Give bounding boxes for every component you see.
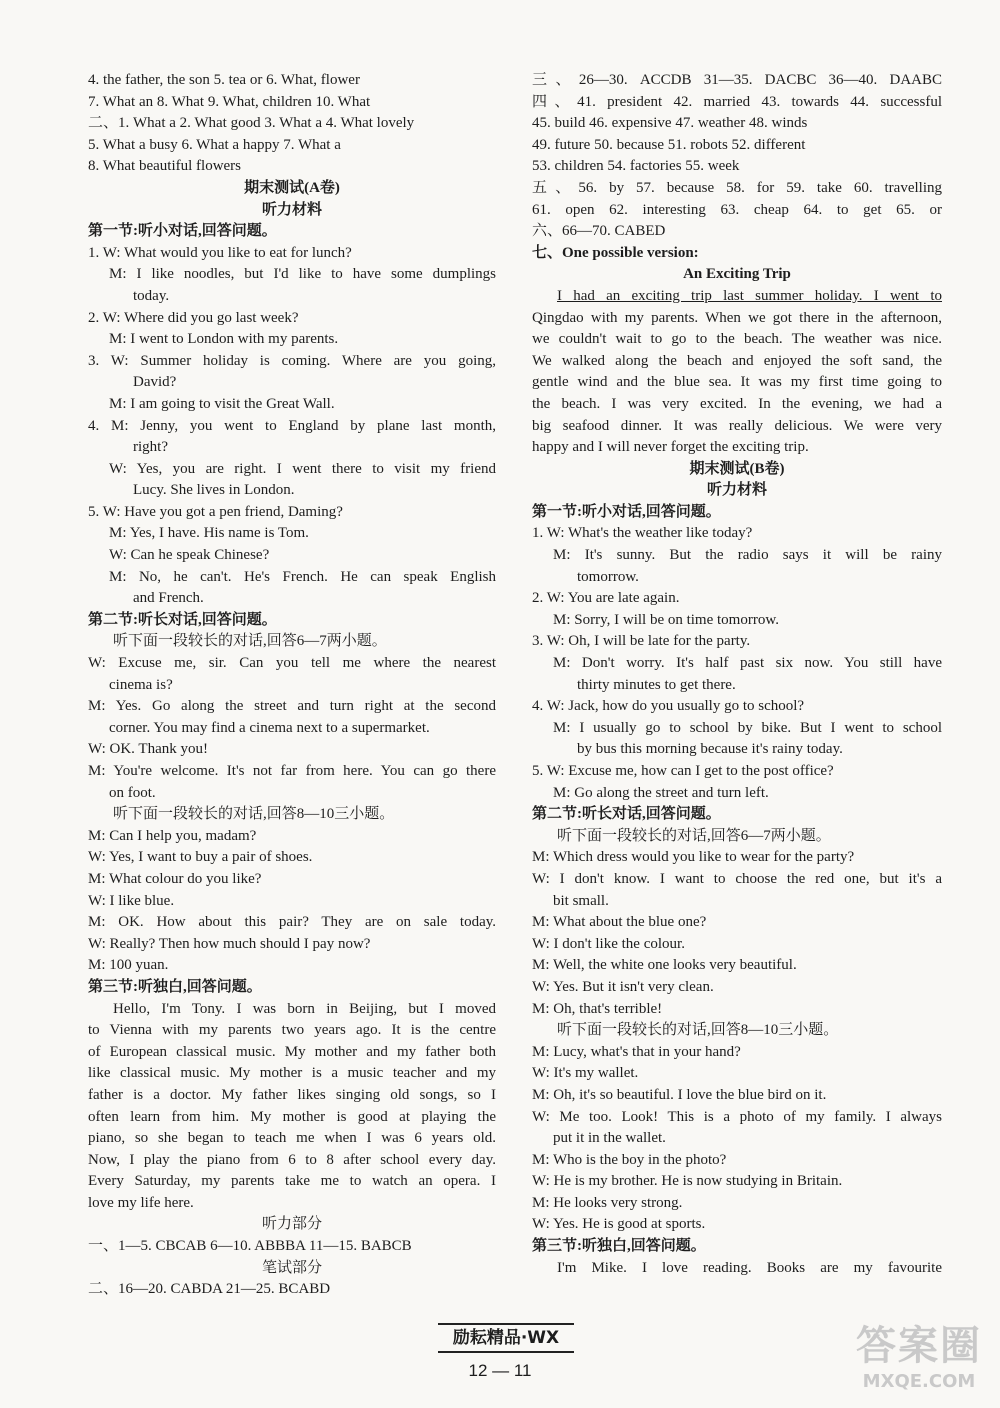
text-line: and French. [133,590,204,607]
text-line: 4. M: Jenny, you went to England by plane last month, [88,417,496,434]
text-line: 3. W: Oh, I will be late for the party. [532,633,751,650]
text-line: M: Don't worry. It's half past six now. You still have [553,655,942,672]
watermark-url: MXQE.COM [862,1371,976,1392]
text-line: 5. W: Excuse me, how can I get to the post office? [532,763,834,779]
text-line: I'm Mike. I love reading. Books are my favourite [557,1259,942,1276]
text-line: to Vienna with my parents two years ago. It is the centre [88,1022,496,1039]
text-line: put it in the wallet. [553,1130,666,1147]
text-line: Now, I play the piano from 6 to 8 after school every day. [88,1151,496,1168]
text-line: M: I usually go to school by bike. But I went to school [553,719,942,736]
text-line: 六、66—70. CABED [532,223,666,240]
text-line: 49. future 50. because 51. robots 52. different [532,136,806,153]
text-line: 听下面一段较长的对话,回答8—10三小题。 [113,806,395,823]
text-line: 7. What an 8. What 9. What, children 10. What [88,93,371,110]
left-column [88,70,496,1301]
text-line: 5. W: Have you got a pen friend, Daming? [88,503,343,520]
text-line: W: Me too. Look! This is a photo of my family. I always [532,1108,942,1125]
text-line: 2. W: You are late again. [532,590,680,607]
text-line: 2. W: Where did you go last week? [88,309,299,326]
text-line: father is a doctor. My father likes singing old songs, so I [88,1086,496,1103]
text-line: thirty minutes to get there. [577,676,736,693]
text-line: today. [133,287,170,304]
text-line: W: Can he speak Chinese? [109,547,270,564]
text-line: corner. You may find a cinema next to a supermarket. [109,719,430,736]
text-line: M: I am going to visit the Great Wall. [109,395,335,412]
text-line: M: What about the blue one? [532,914,707,931]
text-line: tomorrow. [577,568,639,585]
text-line: M: Can I help you, madam? [88,827,257,844]
watermark-text: 答案圈 [856,1323,982,1369]
text-line: 听力部分 [261,1216,322,1233]
text-line: on foot. [109,784,156,801]
text-line: W: Really? Then how much should I pay now? [88,935,371,952]
text-line: M: OK. How about this pair? They are on sale today. [88,914,496,931]
text-line: M: Well, the white one looks very beautiful. [532,957,797,974]
text-line: M: Which dress would you like to wear for the party? [532,849,855,866]
text-line: 4. W: Jack, how do you usually go to school? [532,698,805,715]
text-line: M: He looks very strong. [532,1194,683,1211]
text-line: piano, so she began to teach me when I was 6 years old. [88,1130,496,1147]
text-line: David? [133,374,177,391]
page-number: 12 — 11 [468,1361,532,1380]
text-line: M: Oh, it's so beautiful. I love the blue bird on it. [532,1086,827,1103]
text-line: I had an exciting trip last summer holiday. I went to [557,287,942,304]
text-line: M: Oh, that's terrible! [532,1000,663,1017]
text-line: 8. What beautiful flowers [88,158,242,175]
text-line: 听下面一段较长的对话,回答6—7两小题。 [557,827,831,844]
text-line: M: Who is the boy in the photo? [532,1151,727,1168]
right-column [532,70,942,1279]
text-line: 1. W: What would you like to eat for lunch? [88,244,352,261]
text-line: W: Yes. But it isn't very clean. [532,978,714,995]
text-line: cinema is? [109,676,173,693]
text-line: An Exciting Trip [683,266,791,283]
text-line: M: You're welcome. It's not far from here. You can go there [88,763,496,779]
text-line: happy and I will never forget the exciting trip. [532,439,809,456]
brand-label: 励耘精品·WX [438,1323,574,1353]
text-line: W: It's my wallet. [532,1065,639,1082]
text-line: M: Sorry, I will be on time tomorrow. [553,611,779,628]
text-line: W: Yes, you are right. I went there to visit my friend [109,460,496,477]
text-line: 三、26—30. ACCDB 31—35. DACBC 36—40. DAABC [532,72,942,88]
text-line: 61. open 62. interesting 63. cheap 64. to get 65. or [532,201,942,218]
text-line: M: I like noodles, but I'd like to have some dumplings [109,266,496,283]
text-line: M: What colour do you like? [88,870,262,887]
text-line: M: Yes, I have. His name is Tom. [109,525,309,542]
text-line: often learn from him. My mother is good at playing the [88,1108,496,1125]
text-line: M: Go along the street and turn left. [553,784,769,801]
text-line: 第二节:听长对话,回答问题。 [88,611,277,628]
text-line: W: He is my brother. He is now studying in Britain. [532,1173,843,1190]
text-line: by bus this morning because it's rainy today. [577,741,843,758]
text-line: M: Lucy, what's that in your hand? [532,1043,741,1060]
text-line: 第一节:听小对话,回答问题。 [88,223,277,240]
text-line: we couldn't wait to go to the beach. The weather was nice. [532,331,942,348]
text-line: W: I like blue. [88,892,175,909]
text-line: M: Yes. Go along the street and turn right at the second [88,698,496,715]
text-line: W: Yes. He is good at sports. [532,1216,706,1233]
text-line: 笔试部分 [261,1259,322,1276]
text-line: gentle wind and the blue sea. It was my first time going to [532,374,942,391]
text-line: big seafood dinner. It was really delicious. We were very [532,417,942,434]
text-line: 第三节:听独白,回答问题。 [532,1238,706,1255]
text-line: M: I went to London with my parents. [109,331,339,348]
text-line: 1. W: What's the weather like today? [532,525,753,542]
text-line: love my life here. [88,1194,194,1211]
text-line: 听下面一段较长的对话,回答6—7两小题。 [113,633,387,650]
text-line: Every Saturday, my parents take me to watch an opera. I [88,1173,496,1190]
text-line: We walked along the beach and enjoyed the soft sand, the [532,352,942,369]
text-line: W: OK. Thank you! [88,741,208,758]
text-line: the beach. I was very excited. In the evening, we had a [532,395,942,412]
text-line: 5. What a busy 6. What a happy 7. What a [88,136,341,153]
text-line: 期末测试(A卷) [244,179,340,196]
text-line: 一、1—5. CBCAB 6—10. ABBBA 11—15. BABCB [88,1238,412,1255]
text-line: M: No, he can't. He's French. He can speak English [109,568,496,585]
text-line: 听力材料 [706,482,767,499]
text-line: 第三节:听独白,回答问题。 [88,978,262,995]
text-line: 二、16—20. CABDA 21—25. BCABD [88,1281,331,1298]
text-line: W: I don't know. I want to choose the red one, but it's a [532,870,942,887]
text-line: W: I don't like the colour. [532,935,685,952]
text-line: Qingdao with my parents. When we got there in the afternoon, [532,309,942,326]
text-line: 四、41. president 42. married 43. towards 44. successful [532,93,942,110]
text-line: Hello, I'm Tony. I was born in Beijing, but I moved [113,1000,496,1017]
text-line: W: Yes, I want to buy a pair of shoes. [88,849,313,866]
text-line: W: Excuse me, sir. Can you tell me where the nearest [88,655,496,672]
watermark-logo [844,1322,994,1402]
text-line: of European classical music. My mother and my father both [88,1043,496,1060]
text-line: 第二节:听长对话,回答问题。 [532,806,721,823]
text-line: 期末测试(B卷) [689,460,785,477]
text-line: 4. the father, the son 5. tea or 6. What, flower [88,72,360,88]
text-line: 45. build 46. expensive 47. weather 48. winds [532,115,808,132]
text-line: Lucy. She lives in London. [133,482,295,499]
text-line: right? [133,439,168,456]
text-line: 五、56. by 57. because 58. for 59. take 60. travelling [532,179,942,196]
text-line: 第一节:听小对话,回答问题。 [532,503,721,520]
text-line: 听力材料 [261,201,322,218]
text-line: like classical music. My mother is a music teacher and my [88,1065,496,1082]
text-line: M: It's sunny. But the radio says it will be rainy [553,547,942,564]
text-line: bit small. [553,892,609,909]
text-line: 53. children 54. factories 55. week [532,158,740,175]
text-line: 七、One possible version: [532,244,699,261]
text-line: 听下面一段较长的对话,回答8—10三小题。 [557,1022,839,1039]
text-line: 二、1. What a 2. What good 3. What a 4. What lovely [88,115,415,132]
text-line: M: 100 yuan. [88,957,169,974]
text-line: 3. W: Summer holiday is coming. Where are you going, [88,352,496,369]
